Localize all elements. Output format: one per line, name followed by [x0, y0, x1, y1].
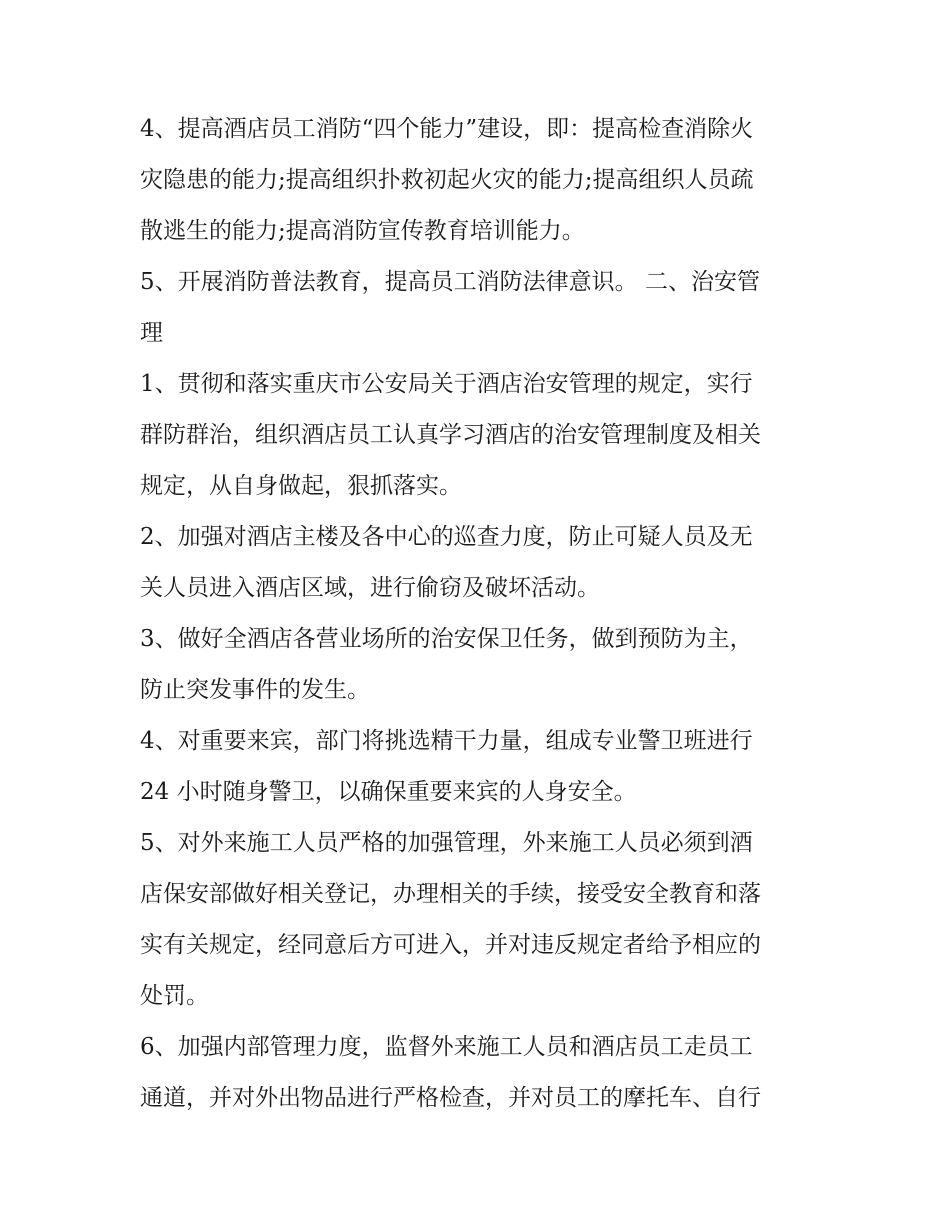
paragraph-vip-guard — [140, 716, 810, 818]
paragraph-fire-four-abilities — [140, 104, 810, 257]
text-line: 6、加强内部管理力度，监督外来施工人员和酒店员工走员工 — [140, 1034, 753, 1060]
text-line: 灾隐患的能力;提高组织扑救初起火灾的能力;提高组织人员疏 — [140, 167, 754, 193]
text-line: 散逃生的能力;提高消防宣传教育培训能力。 — [140, 218, 585, 244]
paragraph-internal-management — [140, 1022, 810, 1124]
text-line: 5、对外来施工人员严格的加强管理，外来施工人员必须到酒 — [140, 830, 753, 856]
text-line: 关人员进入酒店区域，进行偷窃及破坏活动。 — [140, 575, 600, 601]
text-line: 1、贯彻和落实重庆市公安局关于酒店治安管理的规定，实行 — [140, 371, 753, 397]
text-line: 防止突发事件的发生。 — [140, 677, 370, 703]
text-line: 4、提高酒店员工消防“四个能力”建设，即：提高检查消除火 — [140, 116, 754, 142]
text-line: 通道，并对外出物品进行严格检查，并对员工的摩托车、自行 — [140, 1085, 761, 1111]
document-body — [140, 104, 810, 1124]
text-line: 规定，从自身做起，狠抓落实。 — [140, 473, 462, 499]
text-line: 店保安部做好相关登记，办理相关的手续，接受安全教育和落 — [140, 881, 761, 907]
text-line: 群防群治，组织酒店员工认真学习酒店的治安管理制度及相关 — [140, 422, 761, 448]
text-line: 2、加强对酒店主楼及各中心的巡查力度，防止可疑人员及无 — [140, 524, 753, 550]
paragraph-security-regulations — [140, 359, 810, 512]
paragraph-fire-law-education — [140, 257, 810, 359]
paragraph-contractor-management — [140, 818, 810, 1022]
paragraph-business-venues — [140, 614, 810, 716]
text-line: 5、开展消防普法教育，提高员工消防法律意识。 二、治安管 — [140, 269, 760, 295]
paragraph-patrol — [140, 512, 810, 614]
text-line: 4、对重要来宾，部门将挑选精干力量，组成专业警卫班进行 — [140, 728, 753, 754]
text-line: 处罚。 — [140, 983, 209, 1009]
text-line: 24 小时随身警卫，以确保重要来宾的人身安全。 — [140, 779, 637, 805]
text-line: 3、做好全酒店各营业场所的治安保卫任务，做到预防为主， — [140, 626, 753, 652]
text-line: 实有关规定，经同意后方可进入，并对违反规定者给予相应的 — [140, 932, 761, 958]
text-line: 理 — [140, 320, 163, 346]
